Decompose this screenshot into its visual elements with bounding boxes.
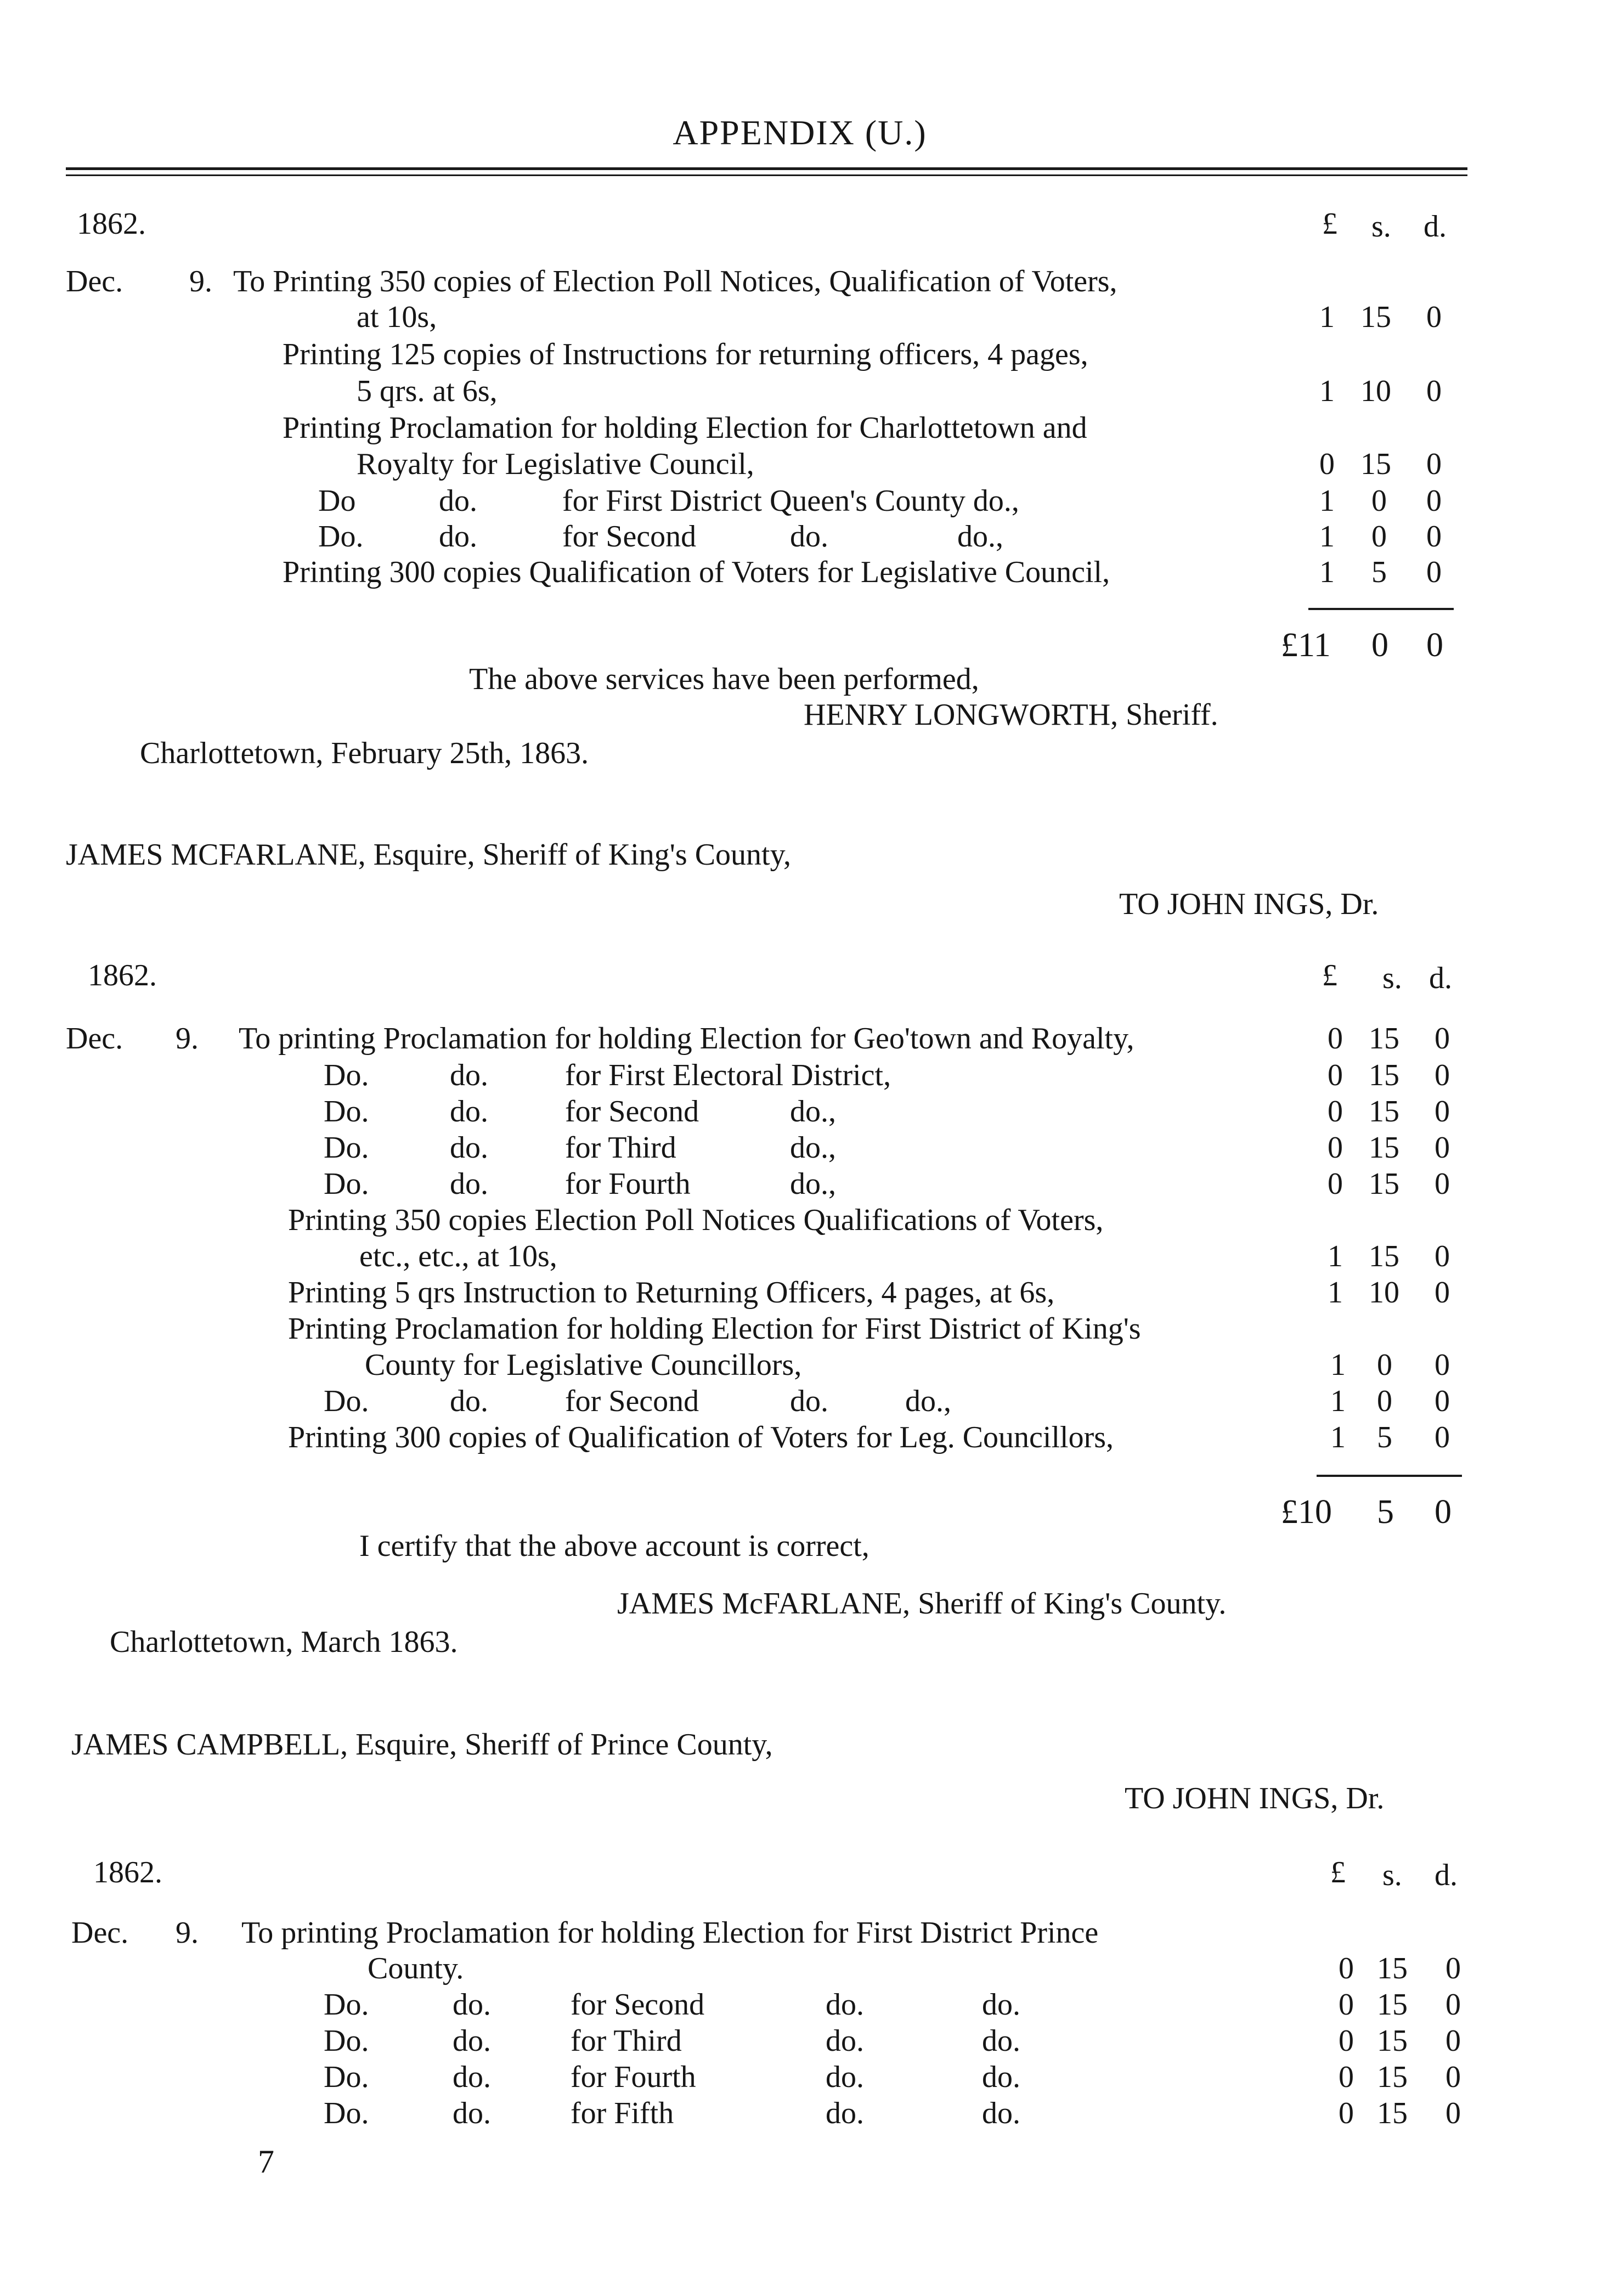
s1-do2-b: do. <box>439 520 477 554</box>
s3-cur-d: d. <box>1435 1858 1458 1892</box>
s2-amt-1-s: 15 <box>1369 1022 1399 1056</box>
currency-pounds-header: £ <box>1322 207 1337 241</box>
s3-amt-1-d: 0 <box>1445 1951 1461 1985</box>
s1-amt-6-l: 1 <box>1319 555 1335 589</box>
s1-amt-6-d: 0 <box>1426 555 1442 589</box>
s3-row-4-b: do. <box>453 2096 491 2130</box>
s2-line-4: Printing Proclamation for holding Election for First District of King's <box>288 1312 1141 1346</box>
s2-amt-3-l: 0 <box>1328 1095 1343 1129</box>
s2-cur-d: d. <box>1429 961 1452 995</box>
s3-amt-5-d: 0 <box>1445 2096 1461 2130</box>
s3-row-3-e: do. <box>982 2060 1020 2094</box>
s2-amt-1-d: 0 <box>1435 1022 1450 1056</box>
s1-amt-2-l: 1 <box>1319 374 1335 408</box>
s2-do-d: do. <box>790 1384 828 1418</box>
s3-amt-1-l: 0 <box>1339 1951 1354 1985</box>
s2-signature: JAMES McFARLANE, Sheriff of King's County. <box>617 1587 1227 1621</box>
s2-amt-4-l: 0 <box>1328 1131 1343 1165</box>
s1-amt-4-l: 1 <box>1319 484 1335 518</box>
s3-year: 1862. <box>93 1855 162 1889</box>
s2-line-5: County for Legislative Councillors, <box>365 1348 802 1382</box>
s3-row-2-c: for Third <box>571 2024 682 2058</box>
s1-amt-3-s: 15 <box>1360 447 1391 481</box>
s1-amt-2-d: 0 <box>1426 374 1442 408</box>
s2-row-3-c: for Third <box>565 1131 676 1165</box>
s3-amt-4-l: 0 <box>1339 2060 1354 2094</box>
section1-day: 9. <box>189 264 212 298</box>
s2-certify: I certify that the above account is correct, <box>359 1529 869 1563</box>
s3-amt-5-s: 15 <box>1377 2096 1408 2130</box>
s2-row-3-d: do., <box>790 1131 836 1165</box>
s3-amt-3-d: 0 <box>1445 2024 1461 2058</box>
s3-cur-s: s. <box>1382 1858 1402 1892</box>
s2-row-3-b: do. <box>450 1131 488 1165</box>
s1-line-3: Printing 125 copies of Instructions for returning officers, 4 pages, <box>283 337 1088 371</box>
page-number: 7 <box>258 2143 274 2180</box>
s1-amt-5-s: 0 <box>1371 520 1387 554</box>
s3-row-1-d: do. <box>826 1988 864 2022</box>
s1-signature: HENRY LONGWORTH, Sheriff. <box>804 698 1218 732</box>
header-rule-top <box>66 167 1467 170</box>
s2-amt-5-d: 0 <box>1435 1167 1450 1201</box>
s2-total-l: £10 <box>1281 1493 1332 1531</box>
s3-row-1-a: Do. <box>324 1988 369 2022</box>
s2-total-s: 5 <box>1377 1493 1394 1531</box>
s1-line-last: Printing 300 copies Qualification of Voters for Legislative Council, <box>283 555 1110 589</box>
s1-do-b: do. <box>439 484 477 518</box>
s2-row-2-a: Do. <box>324 1095 369 1129</box>
s3-row-4-e: do. <box>982 2096 1020 2130</box>
s2-row-2-b: do. <box>450 1095 488 1129</box>
s1-amt-1-d: 0 <box>1426 300 1442 334</box>
s2-amt-2-d: 0 <box>1435 1058 1450 1092</box>
s3-row-2-a: Do. <box>324 2024 369 2058</box>
s3-row-3-a: Do. <box>324 2060 369 2094</box>
s1-do2-d: do. <box>790 520 828 554</box>
section1-year: 1862. <box>77 207 146 241</box>
s2-amt-8-s: 0 <box>1377 1348 1392 1382</box>
s1-do2-c: for Second <box>562 520 697 554</box>
s3-row-2-d: do. <box>826 2024 864 2058</box>
s2-row-2-c: for Second <box>565 1095 699 1129</box>
s2-amt-10-d: 0 <box>1435 1420 1450 1454</box>
s1-total-rule <box>1308 608 1454 610</box>
s2-amt-9-l: 1 <box>1330 1384 1346 1418</box>
s2-row-4-d: do., <box>790 1167 836 1201</box>
s1-amt-3-l: 0 <box>1319 447 1335 481</box>
s2-first-line: To printing Proclamation for holding Election for Geo'town and Royalty, <box>239 1022 1134 1056</box>
s2-amt-8-d: 0 <box>1435 1348 1450 1382</box>
s3-row-4-d: do. <box>826 2096 864 2130</box>
s2-place-date: Charlottetown, March 1863. <box>110 1625 458 1659</box>
s2-amt-6-d: 0 <box>1435 1239 1450 1273</box>
s2-total-rule <box>1317 1475 1462 1477</box>
s3-amt-2-l: 0 <box>1339 1988 1354 2022</box>
s2-amt-3-d: 0 <box>1435 1095 1450 1129</box>
s2-do-e: do., <box>905 1384 951 1418</box>
s3-first-line: To printing Proclamation for holding Election for First District Prince <box>241 1916 1099 1950</box>
s1-line-4: 5 qrs. at 6s, <box>357 374 498 408</box>
s2-cur-s: s. <box>1382 961 1402 995</box>
s2-amt-2-l: 0 <box>1328 1058 1343 1092</box>
s1-total-s: 0 <box>1371 627 1388 664</box>
s3-amt-2-d: 0 <box>1445 1988 1461 2022</box>
s2-amt-10-l: 1 <box>1330 1420 1346 1454</box>
s1-amt-2-s: 10 <box>1360 374 1391 408</box>
s2-row-4-c: for Fourth <box>565 1167 691 1201</box>
currency-pence-header: d. <box>1424 210 1447 244</box>
s2-amt-5-s: 15 <box>1369 1167 1399 1201</box>
s3-day: 9. <box>176 1916 199 1950</box>
s3-amt-4-d: 0 <box>1445 2060 1461 2094</box>
s2-total-d: 0 <box>1435 1493 1452 1531</box>
s3-amt-5-l: 0 <box>1339 2096 1354 2130</box>
s2-row-1-c: for First Electoral District, <box>565 1058 891 1092</box>
s1-amt-3-d: 0 <box>1426 447 1442 481</box>
s2-year: 1862. <box>88 958 157 992</box>
s1-do2-e: do., <box>957 520 1003 554</box>
s2-row-4-a: Do. <box>324 1167 369 1201</box>
s3-row-1-c: for Second <box>571 1988 705 2022</box>
s1-total-l: £11 <box>1281 627 1331 664</box>
s2-month: Dec. <box>66 1022 123 1056</box>
s3-row-1-b: do. <box>453 1988 491 2022</box>
s2-amt-9-d: 0 <box>1435 1384 1450 1418</box>
s3-amt-1-s: 15 <box>1377 1951 1408 1985</box>
s1-amt-5-d: 0 <box>1426 520 1442 554</box>
s2-amt-6-s: 15 <box>1369 1239 1399 1273</box>
s3-to: TO JOHN INGS, Dr. <box>1125 1781 1385 1815</box>
s1-amt-1-l: 1 <box>1319 300 1335 334</box>
s2-amt-3-s: 15 <box>1369 1095 1399 1129</box>
s1-amt-5-l: 1 <box>1319 520 1335 554</box>
s2-do-a: Do. <box>324 1384 369 1418</box>
s3-row-2-e: do. <box>982 2024 1020 2058</box>
s1-do-a: Do <box>318 484 356 518</box>
s2-do-c: for Second <box>565 1384 699 1418</box>
s2-amt-8-l: 1 <box>1330 1348 1346 1382</box>
s2-to: TO JOHN INGS, Dr. <box>1119 887 1379 921</box>
s2-line-2: etc., etc., at 10s, <box>359 1239 557 1273</box>
s3-row-4-a: Do. <box>324 2096 369 2130</box>
header-rule-bottom <box>66 174 1467 176</box>
s1-do-c: for First District Queen's County do., <box>562 484 1019 518</box>
s1-line-5: Printing Proclamation for holding Election for Charlottetown and <box>283 411 1087 445</box>
s2-day: 9. <box>176 1022 199 1056</box>
s2-row-3-a: Do. <box>324 1131 369 1165</box>
s3-row-3-c: for Fourth <box>571 2060 696 2094</box>
s2-amt-7-d: 0 <box>1435 1276 1450 1310</box>
s1-place-date: Charlottetown, February 25th, 1863. <box>140 736 589 770</box>
s2-amt-1-l: 0 <box>1328 1022 1343 1056</box>
s3-heading: JAMES CAMPBELL, Esquire, Sheriff of Prince County, <box>71 1728 773 1762</box>
currency-shillings-header: s. <box>1371 210 1391 244</box>
s2-do-b: do. <box>450 1384 488 1418</box>
s1-amt-1-s: 15 <box>1360 300 1391 334</box>
s3-amt-2-s: 15 <box>1377 1988 1408 2022</box>
s3-amt-4-s: 15 <box>1377 2060 1408 2094</box>
s2-line-1: Printing 350 copies Election Poll Notices Qualifications of Voters, <box>288 1203 1104 1237</box>
s3-row-1-e: do. <box>982 1988 1020 2022</box>
s2-amt-6-l: 1 <box>1328 1239 1343 1273</box>
s2-amt-10-s: 5 <box>1377 1420 1392 1454</box>
s1-amt-6-s: 5 <box>1371 555 1387 589</box>
s1-line-1: To Printing 350 copies of Election Poll Notices, Qualification of Voters, <box>233 264 1117 298</box>
s2-row-2-d: do., <box>790 1095 836 1129</box>
appendix-header: APPENDIX (U.) <box>673 113 927 152</box>
s3-amt-3-l: 0 <box>1339 2024 1354 2058</box>
s1-total-d: 0 <box>1426 627 1443 664</box>
s1-amt-4-s: 0 <box>1371 484 1387 518</box>
s1-line-6: Royalty for Legislative Council, <box>357 447 754 481</box>
s2-cur-l: £ <box>1322 958 1337 992</box>
s2-heading: JAMES MCFARLANE, Esquire, Sheriff of King's County, <box>66 838 791 872</box>
s2-amt-4-d: 0 <box>1435 1131 1450 1165</box>
s3-row-3-b: do. <box>453 2060 491 2094</box>
s2-amt-5-l: 0 <box>1328 1167 1343 1201</box>
s3-second-line: County. <box>368 1951 464 1985</box>
s1-do2-a: Do. <box>318 520 364 554</box>
s2-amt-7-l: 1 <box>1328 1276 1343 1310</box>
s2-amt-2-s: 15 <box>1369 1058 1399 1092</box>
s1-amt-4-d: 0 <box>1426 484 1442 518</box>
s3-row-2-b: do. <box>453 2024 491 2058</box>
s3-cur-l: £ <box>1330 1855 1346 1889</box>
s3-row-4-c: for Fifth <box>571 2096 674 2130</box>
s2-line-last: Printing 300 copies of Qualification of Voters for Leg. Councillors, <box>288 1420 1114 1454</box>
section1-month: Dec. <box>66 264 123 298</box>
s2-amt-4-s: 15 <box>1369 1131 1399 1165</box>
s1-certify: The above services have been performed, <box>469 662 979 696</box>
s2-amt-9-s: 0 <box>1377 1384 1392 1418</box>
s3-row-3-d: do. <box>826 2060 864 2094</box>
s3-month: Dec. <box>71 1916 129 1950</box>
s2-amt-7-s: 10 <box>1369 1276 1399 1310</box>
s2-row-1-a: Do. <box>324 1058 369 1092</box>
s1-line-2: at 10s, <box>357 300 437 334</box>
s2-row-1-b: do. <box>450 1058 488 1092</box>
s2-line-3: Printing 5 qrs Instruction to Returning Officers, 4 pages, at 6s, <box>288 1276 1055 1310</box>
s3-amt-3-s: 15 <box>1377 2024 1408 2058</box>
s2-row-4-b: do. <box>450 1167 488 1201</box>
